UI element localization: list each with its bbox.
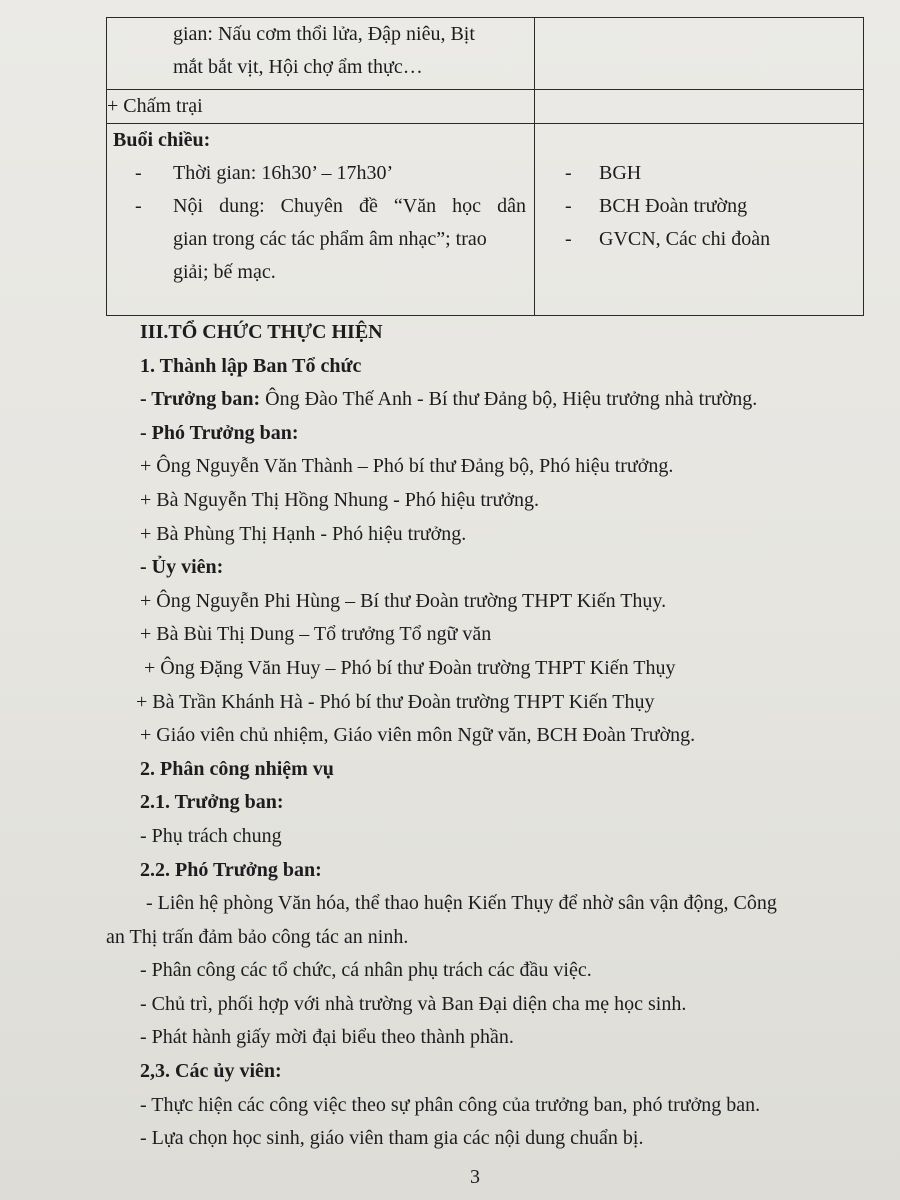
list-item: + Bà Phùng Thị Hạnh - Phó hiệu trưởng. [140, 522, 467, 545]
paragraph: - Liên hệ phòng Văn hóa, thể thao huện Kiến Thụy để nhờ sân vận động, Công [146, 892, 777, 915]
page-number: 3 [470, 1166, 480, 1188]
subsection-heading: 2,3. Các ủy viên: [140, 1060, 282, 1083]
cell-line: mắt bắt vịt, Hội chợ ẩm thực… [173, 56, 423, 78]
responsible-item: - BGH [565, 162, 642, 184]
list-item-text: gian trong các tác phẩm âm nhạc”; trao [173, 228, 487, 250]
afternoon-heading: Buổi chiều: [113, 129, 211, 151]
paragraph: - Thực hiện các công việc theo sự phân công của trưởng ban, phó trưởng ban. [140, 1093, 761, 1116]
subsection-heading: 1. Thành lập Ban Tổ chức [140, 354, 362, 377]
list-item [107, 190, 534, 289]
responsible-item: - GVCN, Các chi đoàn [565, 228, 771, 250]
responsible-item: - BCH Đoàn trường [565, 195, 748, 217]
paragraph: - Phát hành giấy mời đại biểu theo thành phần. [140, 1026, 514, 1049]
paragraph: - Phụ trách chung [140, 824, 282, 847]
cell-line: gian: Nấu cơm thổi lửa, Đập niêu, Bịt [173, 23, 475, 45]
list-item: + Bà Nguyễn Thị Hồng Nhung - Phó hiệu trưởng. [140, 488, 539, 511]
table-row [107, 18, 864, 90]
schedule-table [106, 17, 864, 316]
list-item: + Ông Nguyễn Văn Thành – Phó bí thư Đảng bộ, Phó hiệu trưởng. [140, 455, 674, 478]
list-item: + Giáo viên chủ nhiệm, Giáo viên môn Ngữ văn, BCH Đoàn Trường. [140, 724, 696, 747]
list-item: + Ông Đặng Văn Huy – Phó bí thư Đoàn trường THPT Kiến Thụy [144, 656, 676, 679]
subsection-heading: 2.2. Phó Trưởng ban: [140, 858, 322, 881]
subsection-heading: 2. Phân công nhiệm vụ [140, 757, 334, 780]
paragraph: - Trưởng ban: Ông Đào Thế Anh - Bí thư Đảng bộ, Hiệu trưởng nhà trường. [140, 388, 758, 411]
label: - Ủy viên: [140, 556, 224, 579]
table-row [107, 124, 864, 316]
list-item-text: Thời gian: 16h30’ – 17h30’ [173, 162, 394, 184]
list-item-text: Nội dung: Chuyên đề “Văn học dân [173, 195, 526, 217]
section-title: III.TỔ CHỨC THỰC HIỆN [140, 321, 383, 343]
dash: - [135, 162, 142, 184]
label: - Phó Trưởng ban: [140, 421, 299, 444]
organization-section [106, 316, 886, 1156]
table-cell [535, 90, 864, 124]
table-cell [535, 18, 864, 90]
paragraph: - Phân công các tổ chức, cá nhân phụ trách các đầu việc. [140, 959, 592, 982]
table-cell [107, 124, 535, 316]
paragraph: - Chủ trì, phối hợp với nhà trường và Ban Đại diện cha mẹ học sinh. [140, 992, 687, 1015]
paragraph: - Lựa chọn học sinh, giáo viên tham gia các nội dung chuẩn bị. [140, 1127, 644, 1150]
table-cell [535, 124, 864, 316]
table-row [107, 90, 864, 124]
paragraph: an Thị trấn đảm bảo công tác an ninh. [106, 925, 409, 948]
table-cell: + Chấm trại [107, 90, 535, 124]
table-cell [107, 18, 535, 90]
list-item: + Bà Trần Khánh Hà - Phó bí thư Đoàn trường THPT Kiến Thụy [136, 690, 655, 713]
list-item: + Ông Nguyễn Phi Hùng – Bí thư Đoàn trường THPT Kiến Thụy. [140, 589, 667, 612]
list-item-text: giải; bế mạc. [173, 261, 276, 283]
dash: - [135, 195, 142, 217]
subsection-heading: 2.1. Trưởng ban: [140, 791, 284, 814]
list-item [107, 157, 534, 190]
list-item: + Bà Bùi Thị Dung – Tổ trưởng Tổ ngữ văn [140, 623, 492, 646]
